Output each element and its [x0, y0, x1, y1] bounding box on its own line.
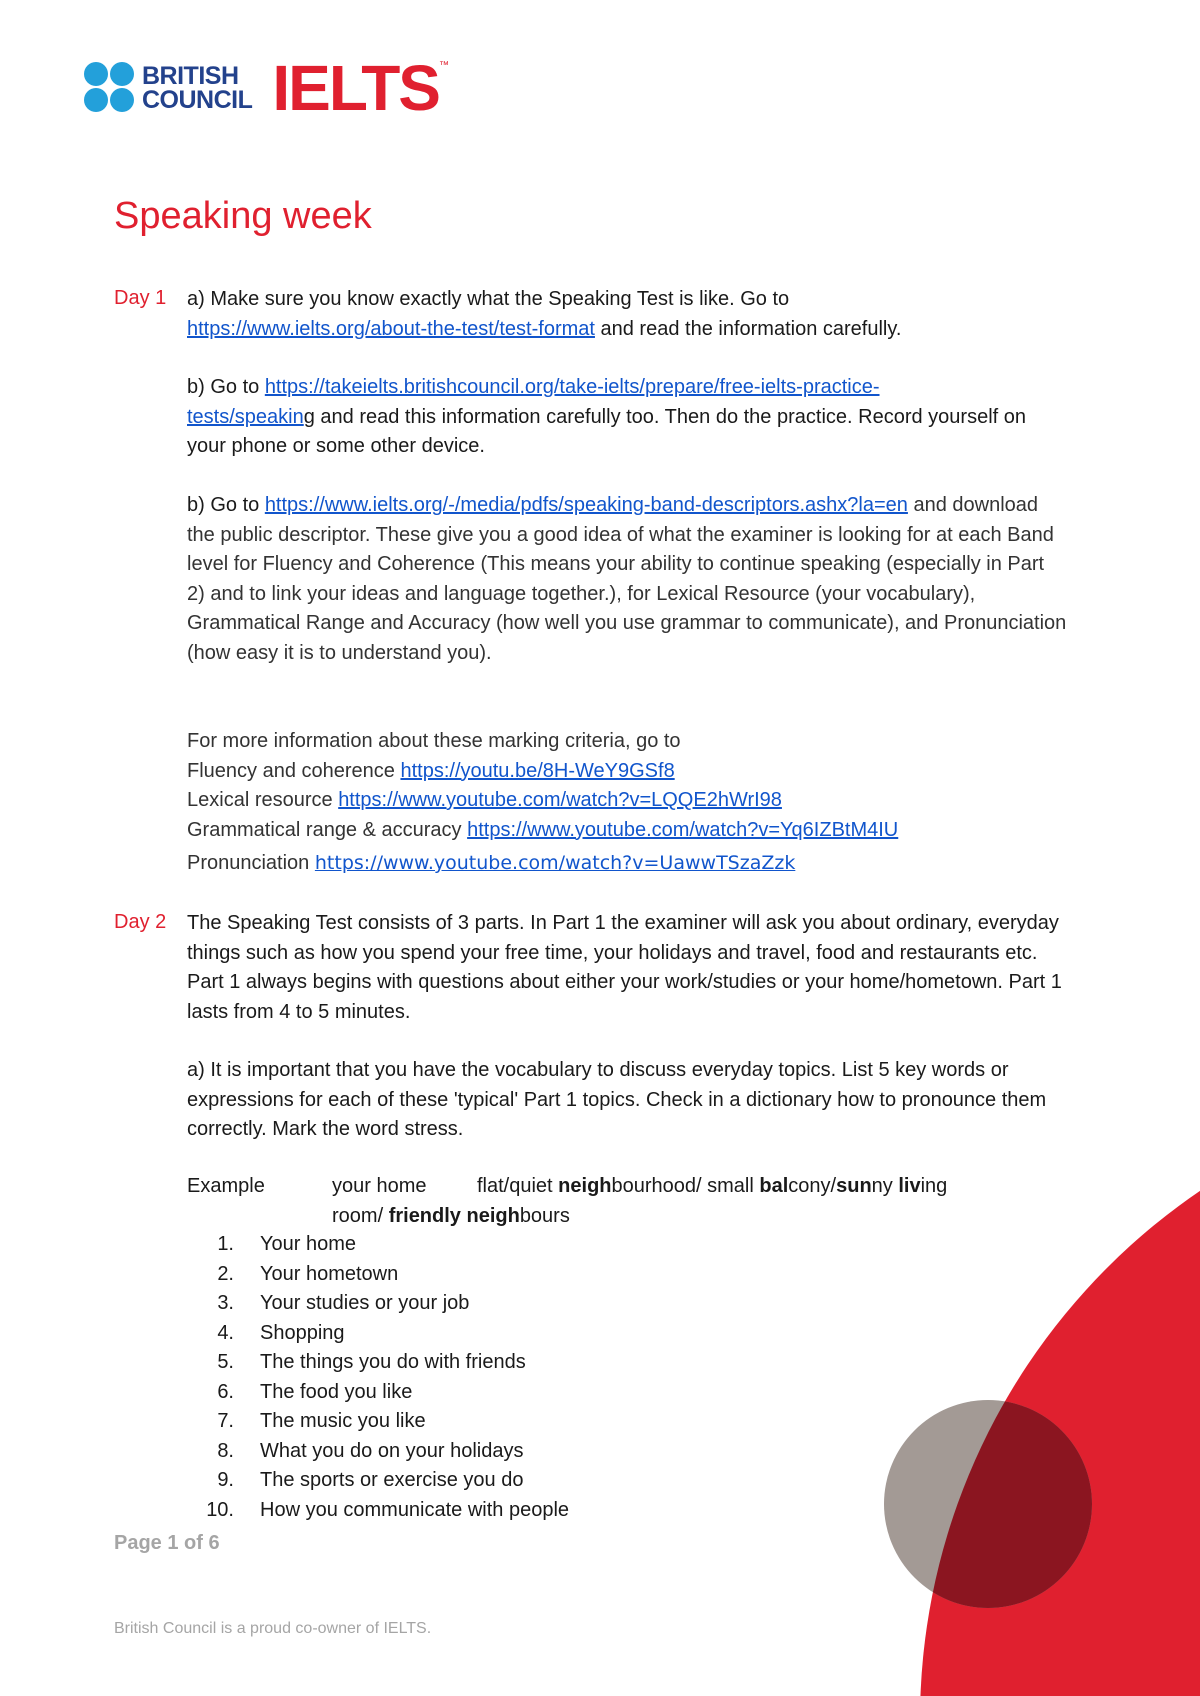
- day-1-part-c: b) Go to https://www.ielts.org/-/media/pdfs/speaking-band-descriptors.ashx?la=en and download the public descriptor. These give you a good idea of what the examiner is looking for at each Band level for Fluency and Coherence (This means your ability to continue speaking (especially in Part 2) and to link your ideas and language together.), for Lexical Resource (your vocabulary), Grammatical Range and Accuracy (how well you use grammar to communicate), and Pronunciation (how easy it is to understand you).: [187, 494, 1067, 664]
- criteria-pronunciation: Pronunciation https://www.youtube.com/watch?v=UawwTSzaZzk: [187, 852, 796, 874]
- logo: [84, 52, 449, 124]
- list-item: 9. The sports or exercise you do: [217, 1469, 524, 1491]
- list-item: 2. Your hometown: [217, 1262, 399, 1285]
- example-topic: your home: [332, 1175, 427, 1197]
- list-item: 8. What you do on your holidays: [217, 1439, 524, 1462]
- list-item: 7. The music you like: [217, 1410, 426, 1432]
- day-1-label: Day 1: [114, 287, 167, 309]
- criteria-fluency: Fluency and coherence https://youtu.be/8H-WeY9GSf8: [187, 759, 675, 782]
- page-title: Speaking week: [114, 195, 372, 237]
- list-item: 5. The things you do with friends: [217, 1351, 526, 1373]
- example-words: flat/quiet neighbourhood/ small balcony/sunny living: [477, 1175, 948, 1197]
- criteria-lexical: Lexical resource https://www.youtube.com/watch?v=LQQE2hWrI98: [187, 789, 782, 811]
- list-item: 10. How you communicate with people: [206, 1498, 570, 1521]
- criteria-grammar: Grammatical range & accuracy https://www.youtube.com/watch?v=Yq6IZBtM4IU: [187, 818, 899, 841]
- footer-note: British Council is a proud co-owner of IELTS.: [114, 1620, 432, 1637]
- topics-list: [187, 1230, 569, 1525]
- day-2-intro: The Speaking Test consists of 3 parts. In Part 1 the examiner will ask you about ordinary, everyday things such as how you spend your free time, your holidays and travel, food and restaurants etc. Part 1 always begins with questions about either your work/studies or your home/hometown. Part 1 lasts from 4 to 5 minutes.: [187, 912, 1062, 1023]
- grammar-link[interactable]: https://www.youtube.com/watch?v=Yq6IZBtM4IU: [467, 818, 899, 841]
- list-item: 3. Your studies or your job: [217, 1292, 470, 1314]
- practice-tests-link[interactable]: https://takeielts.britishcouncil.org/take-ielts/prepare/free-ielts-practice- tests/speakin: [187, 376, 880, 428]
- list-item: 6. The food you like: [217, 1380, 413, 1403]
- day-2-label: Day 2: [114, 911, 167, 933]
- test-format-link[interactable]: https://www.ielts.org/about-the-test/test-format: [187, 317, 595, 340]
- day-1-part-b: b) Go to https://takeielts.britishcouncil.org/take-ielts/prepare/free-ielts-practice- tests/speaking and read this information carefully too. Then do the practice. Record yourself on your phone or some other device.: [187, 376, 1026, 457]
- criteria-links: [187, 727, 1067, 879]
- band-descriptors-link[interactable]: https://www.ielts.org/-/media/pdfs/speaking-band-descriptors.ashx?la=en: [264, 494, 908, 516]
- day-2-part-a: a) It is important that you have the vocabulary to discuss everyday topics. List 5 key words or expressions for each of these 'typical' Part 1 topics. Check in a dictionary how to pronounce them correctly. Mark the word stress.: [187, 1059, 1047, 1140]
- example-row: [187, 1172, 1067, 1232]
- trademark: ™: [438, 60, 449, 71]
- list-item: 4. Shopping: [217, 1321, 345, 1344]
- pronunciation-link[interactable]: https://www.youtube.com/watch?v=UawwTSzaZzk: [314, 852, 796, 874]
- fluency-link[interactable]: https://youtu.be/8H-WeY9GSf8: [400, 759, 675, 782]
- day-1-part-a: a) Make sure you know exactly what the Speaking Test is like. Go to https://www.ielts.org/about-the-test/test-format and read the information carefully.: [187, 288, 902, 340]
- british-council-wordmark: BRITISH COUNCIL: [142, 62, 253, 114]
- example-label: Example: [187, 1175, 265, 1197]
- lexical-link[interactable]: https://www.youtube.com/watch?v=LQQE2hWrI98: [338, 789, 782, 811]
- british-council-dots-icon: [84, 62, 134, 114]
- list-item: 1. Your home: [217, 1233, 356, 1255]
- ielts-wordmark: IELTS: [272, 52, 439, 124]
- example-words-continued: room/ friendly neighbours: [332, 1204, 570, 1227]
- more-info-text: For more information about these marking criteria, go to: [187, 730, 681, 752]
- page-number: Page 1 of 6: [114, 1532, 220, 1554]
